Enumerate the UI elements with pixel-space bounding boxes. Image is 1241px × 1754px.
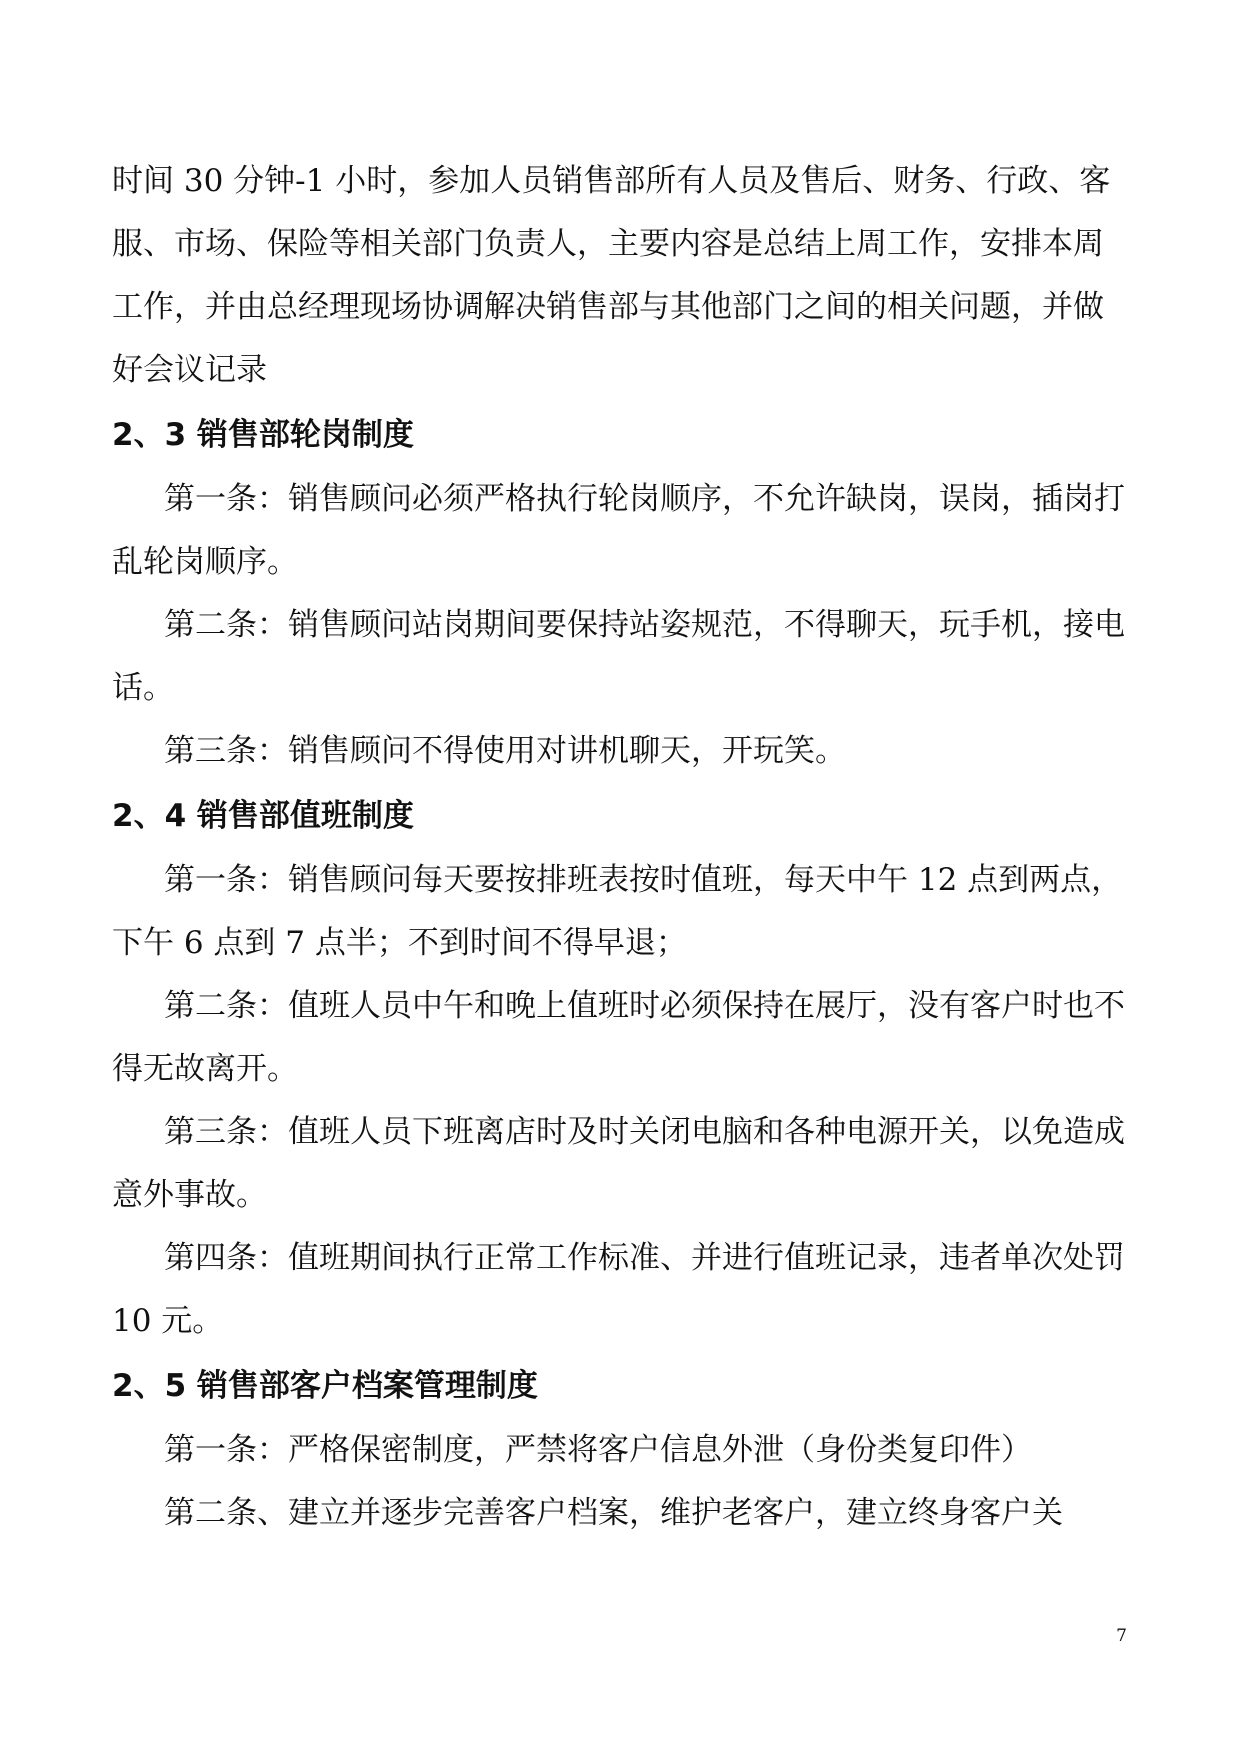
- heading-duty-system: 2、4 销售部值班制度: [112, 798, 414, 834]
- paragraph-duty-article-4: 第四条：值班期间执行正常工作标准、并进行值班记录，违者单次处罚 10 元。: [112, 1240, 1125, 1339]
- paragraph-duty-article-1: 第一条：销售顾问每天要按排班表按时值班，每天中午 12 点到两点，下午 6 点到 7 点半；不到时间不得早退；: [112, 862, 1123, 961]
- paragraph-rotation-article-2: 第二条：销售顾问站岗期间要保持站姿规范，不得聊天，玩手机，接电话。: [112, 607, 1125, 706]
- paragraph-archive-article-1: 第一条：严格保密制度，严禁将客户信息外泄（身份类复印件）: [164, 1432, 1032, 1468]
- paragraph-archive-article-2: 第二条、建立并逐步完善客户档案，维护老客户，建立终身客户关: [164, 1495, 1063, 1531]
- paragraph-rotation-article-1: 第一条：销售顾问必须严格执行轮岗顺序，不允许缺岗，误岗，插岗打乱轮岗顺序。: [112, 481, 1125, 580]
- heading-customer-archive-system: 2、5 销售部客户档案管理制度: [112, 1368, 538, 1404]
- paragraph-duty-article-2: 第二条：值班人员中午和晚上值班时必须保持在展厅，没有客户时也不得无故离开。: [112, 988, 1125, 1087]
- heading-rotation-system: 2、3 销售部轮岗制度: [112, 417, 414, 453]
- paragraph-rotation-article-3: 第三条：销售顾问不得使用对讲机聊天，开玩笑。: [164, 733, 846, 769]
- paragraph-meeting-continued: 时间 30 分钟-1 小时，参加人员销售部所有人员及售后、财务、行政、客服、市场、保险等相关部门负责人，主要内容是总结上周工作，安排本周工作，并由总经理现场协调解决销售部与其他部门之间的相关问题，并做好会议记录: [112, 163, 1111, 388]
- paragraph-duty-article-3: 第三条：值班人员下班离店时及时关闭电脑和各种电源开关，以免造成意外事故。: [112, 1114, 1125, 1213]
- document-page: [112, 150, 1134, 1545]
- page-number: 7: [1116, 1626, 1127, 1646]
